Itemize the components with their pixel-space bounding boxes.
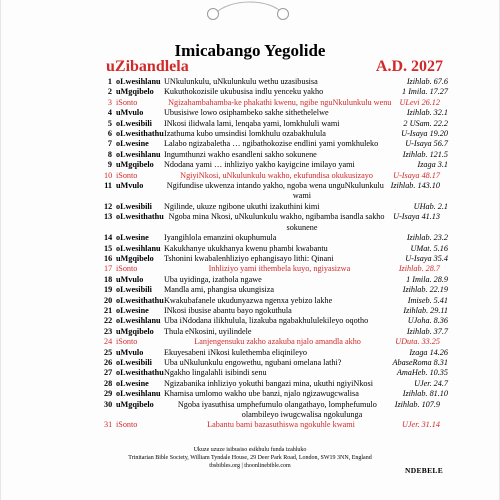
verse-content: Izathuma kubo umsindisi lomkhulu ozabakhulula [164,129,326,139]
month-name: uZibandlela [106,58,189,75]
verse-content: Iyangihlola emanzini okuphumula [164,233,277,243]
verse-content: Labantu bami bazasuthiswa ngokuhle kwami [207,420,355,430]
verse-reference: UMat. 5.16 [410,243,448,253]
weekday-name: uMgqibelo [116,87,154,97]
verse-content: Uba uyidinga, izathola ngawe [164,274,262,284]
day-number: 12 [104,201,113,211]
weekday-name: uMvulo [116,274,144,284]
verse-text [164,368,448,378]
weekday-name: oLwesine [116,378,149,388]
day-number: 27 [104,368,113,378]
verse-text [164,420,448,430]
day-number: 23 [104,326,113,336]
weekday-name: uMgqibelo [116,399,154,409]
verse-text [164,129,448,139]
verse-reference: Izaga 3.1 [417,160,448,170]
day-number: 9 [107,160,112,170]
verse-content: Ngilinde, ukuze ngibone ukuthi izakuthini kimi [164,201,320,211]
day-row [104,306,448,316]
verse-content: Kwakubafanele ukudunyazwa ngenxa yebizo lakhe [164,295,333,305]
verse-reference: Izihlab. 121.5 [402,149,448,159]
verse-text [164,212,448,233]
verse-text [164,254,448,264]
verse-text [164,139,448,149]
day-number: 20 [104,295,113,305]
day-number: 8 [107,149,112,159]
day-row [104,389,448,399]
day-number: 24 [104,337,113,347]
verse-text [164,87,448,97]
weekday-name: iSonto [116,337,138,347]
verse-content: Tshonini kwabalenhliziyo ephangisayo lithi: Qinani [164,253,334,263]
weekday-name: oLwesithathu [116,295,164,305]
day-number: 29 [104,389,113,399]
verse-content: Ngoba mina Nkosi, uNkulunkulu wakho, ngibamba isandla sakho sokunene [168,212,385,232]
day-row [104,254,448,264]
verse-reference: Izihlab. 29.11 [403,305,448,315]
verse-text [164,202,448,212]
day-row [104,202,448,212]
verse-text [164,275,448,285]
sunday-row [104,98,448,108]
verse-content: Uba iNdodana ilikhulula, lizakuba ngabakhululekileyo oqotho [164,316,369,326]
verse-text [164,379,448,389]
verse-text [164,119,448,129]
weekday-name: iSonto [116,97,138,107]
verse-text [164,389,448,399]
weekday-name: oLwesibili [116,357,152,367]
day-number: 15 [104,243,113,253]
day-row [104,275,448,285]
weekday-name: uMvulo [116,108,144,118]
day-row [104,181,448,202]
day-row [104,358,448,368]
verse-reference: 1 Imila. 28.9 [406,274,448,284]
verse-text [164,77,448,87]
verse-content: Ekuyesabeni iNkosi kulethemba eliqinileyo [164,347,308,357]
weekday-name: uMgqibelo [116,160,154,170]
verse-content: NgiyiNkosi, uNkulunkulu wakho, ekufundisa okukusizayo [180,170,373,180]
verse-text [164,285,448,295]
verse-reference: Izihlab. 107.9 [394,399,440,409]
day-row [104,139,448,149]
weekday-name: uMgqibelo [116,253,154,263]
verse-text [164,244,448,254]
verse-content: Khamisa umlomo wakho ube banzi, njalo ngizawugcwalisa [164,389,359,399]
day-number: 30 [104,399,113,409]
day-number: 13 [104,212,113,222]
weekday-name: oLwesithathu [116,129,164,139]
day-row [104,108,448,118]
verse-reference: UJoha. 8.36 [407,316,448,326]
day-number: 21 [104,305,113,315]
weekday-name: oLwesithathu [116,212,164,222]
verse-content: Ngifundise ukwenza intando yakho, ngoba wena unguNkulunkulu wami [166,181,384,201]
weekday-name: oLwesine [116,139,149,149]
day-number: 25 [104,347,113,357]
day-row [104,150,448,160]
day-row [104,400,448,421]
weekday-name: uMvulo [116,347,144,357]
verse-reference: Izihlab. 143.10 [390,181,440,191]
verse-content: Ngizahambahamba-ke phakathi kwenu, ngibe nguNkulunkulu wenu [168,97,392,107]
day-row [104,129,448,139]
verse-text [164,306,448,316]
day-number: 26 [104,357,113,367]
weekday-name: oLwesibili [116,118,152,128]
day-number: 28 [104,378,113,388]
day-row [104,119,448,129]
verse-reference: U-Isaya 56.7 [405,139,448,149]
weekday-name: iSonto [116,170,138,180]
verse-content: Ngizabanika inhliziyo yokuthi bangazi mina, ukuthi ngiyiNkosi [164,378,373,388]
verse-text [164,98,448,108]
weekday-name: oLwesihlanu [116,389,161,399]
verse-content: Ngakho lingalahli isibindi senu [164,368,267,378]
page-title: Imicabango Yegolide [174,41,326,60]
weekday-name: iSonto [116,420,138,430]
day-number: 19 [104,285,113,295]
hanging-hook-icon [1,0,500,24]
verse-reference: Izihlab. 22.19 [402,285,448,295]
verse-reference: UHab. 2.1 [413,201,448,211]
day-row [104,285,448,295]
verse-reference: Izaga 14.26 [409,347,448,357]
verse-reference: Izihlab. 37.7 [406,326,448,336]
verse-reference: AbaseRoma 8.31 [392,357,448,367]
weekday-name: oLwesine [116,305,149,315]
weekday-name: uMgqibelo [116,326,154,336]
weekday-name: uMvulo [116,181,144,191]
verse-reference: U-Isaya 19.20 [401,129,448,139]
day-row [104,327,448,337]
verse-reference: U-Isaya 48.17 [393,170,440,180]
verse-content: Ndodana yami … inhliziyo yakho kayigcine imilayo yami [164,160,355,170]
verse-reference: 2 USam. 22.2 [403,118,448,128]
verse-text [164,181,448,202]
verse-reference: AmaHeb. 10.35 [396,368,448,378]
verse-content: Lanjengensuku zakho azakuba njalo amandla akho [194,337,361,347]
verse-reference: 1 Imila. 17.27 [402,87,448,97]
verse-content: Mandla ami, phangisa ukungisiza [164,285,275,295]
day-number: 2 [107,87,112,97]
verse-text [164,171,448,181]
verse-content: Ingumthunzi wakho esandleni sakho sokunene [164,149,317,159]
weekday-name: oLwesibili [116,201,152,211]
day-row [104,77,448,87]
binding-hole-left [207,8,219,20]
day-row [104,368,448,378]
verse-text [164,358,448,368]
day-row [104,379,448,389]
verse-content: UNkulunkulu, uNkulunkulu wethu uzasibusisa [164,77,318,86]
day-row [104,160,448,170]
day-row [104,87,448,97]
sunday-row [104,337,448,347]
verse-content: Ngoba iyasuthisa umphefumulo olangathayo, lomphefumulo olambileyo iwugcwalisa ngokulunga [177,399,377,419]
verse-text [164,108,448,118]
footer-websites: tbsbibles.org | thoonlinebible.com [209,463,291,469]
verse-reference: Izihlab. 81.10 [402,389,448,399]
day-number: 11 [104,181,112,191]
binding-hole-right [277,8,289,20]
day-number: 14 [104,233,113,243]
verse-text [164,160,448,170]
day-number: 3 [107,97,112,107]
verse-text [164,327,448,337]
weekday-name: oLwesibili [116,285,152,295]
verse-reference: Izihlab. 67.6 [406,77,448,86]
day-number: 1 [107,77,112,86]
day-number: 22 [104,316,113,326]
verse-content: Kukuthokozisile ukubusisa indlu yenceku yakho [164,87,324,97]
day-number: 4 [107,108,112,118]
day-number: 6 [107,129,112,139]
footer-publisher: Trinitarian Bible Society, William Tyndale House, 29 Deer Park Road, London, SW19 3NN, England [128,455,372,461]
verse-reference: Imiseb. 5.41 [407,295,448,305]
verse-text [164,337,448,347]
verse-content: Inhliziyo yami ithembela kuyo, ngiyasizwa [208,264,351,274]
verse-content: Ubusisiwe lowo osiphambeko sakhe sithethelelwe [164,108,329,118]
weekday-name: iSonto [116,264,138,274]
verse-text [164,316,448,326]
verse-content: Uba uNkulunkulu engowethu, ngubani omelana lathi? [164,357,342,367]
day-number: 5 [107,118,112,128]
verse-content: INkosi ibusise abantu bayo ngokuthula [164,305,292,315]
weekday-name: oLwesihlanu [116,149,161,159]
sunday-row [104,420,448,430]
calendar-binding [1,0,499,30]
day-row [104,244,448,254]
day-row [104,348,448,358]
day-row [104,316,448,326]
weekday-name: oLwesithathu [116,368,164,378]
verse-reference: Izihlab. 28.7 [398,264,440,274]
day-number: 16 [104,253,113,263]
verse-reference: ULevi 26.12 [399,97,440,107]
verse-content: INkosi ilidwala lami, lenqaba yami, lomkhululi wami [164,118,340,128]
day-row [104,233,448,243]
language-label: NDEBELE [405,466,443,475]
weekday-name: oLwesihlanu [116,243,161,253]
verse-text [164,348,448,358]
sunday-row [104,264,448,274]
day-number: 10 [104,170,113,180]
weekday-name: oLwesihlanu [116,77,161,86]
verse-text [164,150,448,160]
day-row [104,212,448,233]
verse-text [164,264,448,274]
verse-reference: UJer. 31.14 [402,420,440,430]
day-number: 18 [104,274,113,284]
year-label: A.D. 2027 [375,58,443,75]
verse-content: Thula eNkosini, uyilindele [164,326,252,336]
daily-verse-list [104,77,448,431]
verse-reference: U-Isaya 41.13 [393,212,440,222]
sunday-row [104,171,448,181]
verse-text [164,296,448,306]
verse-reference: Izihlab. 23.2 [406,233,448,243]
verse-reference: UDuta. 33.25 [395,337,440,347]
verse-content: Lalabo ngizabaletha … ngibathokozise endlini yami yomkhuleko [164,139,379,149]
footer-note: Ukuze uzuze isibusiso esikhulu funda izahluko [193,447,307,453]
verse-reference: UJer. 24.7 [414,378,448,388]
day-number: 7 [107,139,112,149]
day-number: 31 [104,420,113,430]
verse-text [164,400,448,421]
day-row [104,296,448,306]
day-number: 17 [104,264,113,274]
weekday-name: oLwesihlanu [116,316,161,326]
verse-reference: Izihlab. 32.1 [406,108,448,118]
weekday-name: oLwesine [116,233,149,243]
verse-reference: U-Isaya 35.4 [405,253,448,263]
verse-content: Kakukhanye ukukhanya kwenu phambi kwabantu [164,243,328,253]
verse-text [164,233,448,243]
